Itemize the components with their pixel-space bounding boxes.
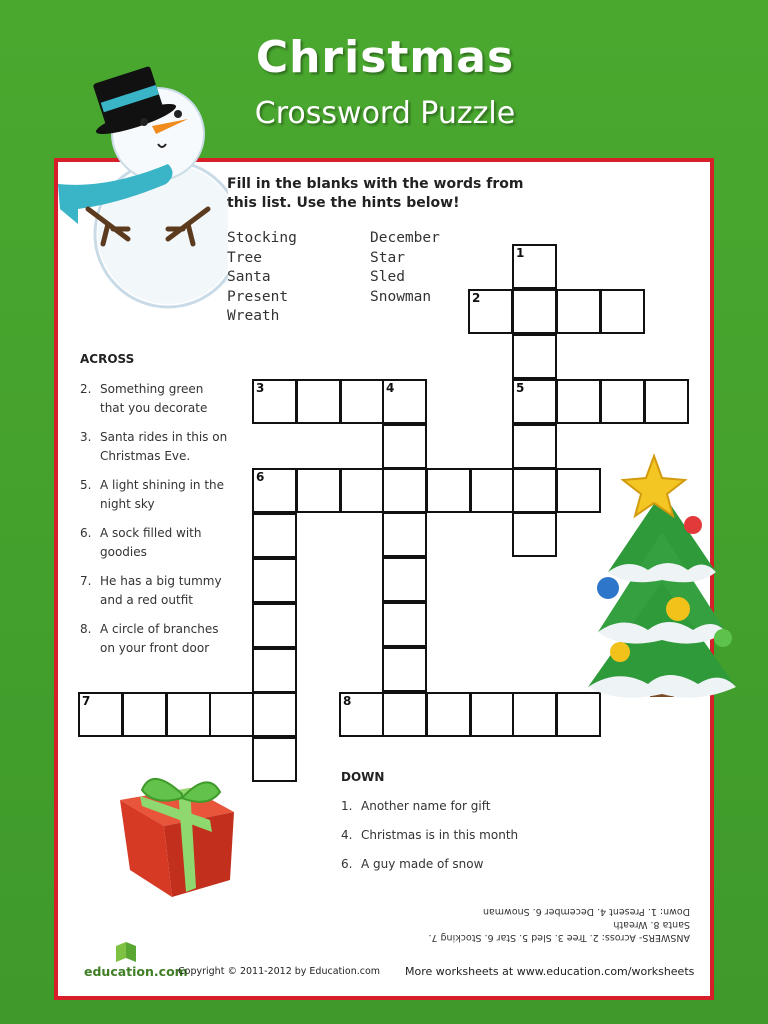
crossword-cell[interactable] <box>340 468 385 513</box>
crossword-cell[interactable] <box>382 379 427 424</box>
crossword-cell[interactable] <box>512 692 557 737</box>
clue-text: A light shining in the night sky <box>100 478 225 511</box>
across-clue <box>80 428 230 466</box>
down-heading: DOWN <box>341 770 385 784</box>
cell-number: 1 <box>516 246 525 260</box>
crossword-cell[interactable] <box>644 379 689 424</box>
crossword-cell[interactable] <box>470 692 515 737</box>
cell-number: 8 <box>343 694 352 708</box>
clue-number: 5. <box>80 478 92 492</box>
answer-key <box>400 905 690 944</box>
cell-number: 2 <box>472 291 481 305</box>
word-list-item: December <box>370 230 440 246</box>
word-list-item: Tree <box>227 249 262 266</box>
snowman-icon <box>48 34 228 314</box>
across-clue <box>80 524 230 562</box>
word-list-column-1 <box>227 229 297 327</box>
crossword-cell[interactable] <box>382 512 427 557</box>
clue-text: Christmas is in this month <box>361 828 519 842</box>
word-list-item: Stocking <box>227 230 297 246</box>
across-clue <box>80 572 230 610</box>
crossword-cell[interactable] <box>296 468 341 513</box>
education-logo[interactable]: education.com <box>84 964 188 979</box>
clue-text: Santa rides in this on Christmas Eve. <box>100 430 228 463</box>
crossword-cell[interactable] <box>382 692 427 737</box>
crossword-cell[interactable] <box>512 512 557 557</box>
crossword-cell[interactable] <box>382 424 427 469</box>
crossword-cell[interactable] <box>512 468 557 513</box>
cell-number: 6 <box>256 470 265 484</box>
down-clue <box>341 855 601 874</box>
word-list-item: Star <box>370 249 405 266</box>
crossword-cell[interactable] <box>252 692 297 737</box>
christmas-tree-icon <box>588 452 738 704</box>
cell-number: 4 <box>386 381 395 395</box>
answers-down: Down: 1. Present 4. December 6. Snowman <box>482 906 690 917</box>
word-list-item: Present <box>227 288 289 305</box>
crossword-cell[interactable] <box>252 648 297 693</box>
crossword-cell[interactable] <box>209 692 254 737</box>
gift-box-icon <box>112 772 242 902</box>
crossword-cell[interactable] <box>512 424 557 469</box>
word-list-item: Santa <box>227 269 271 285</box>
cell-number: 7 <box>82 694 91 708</box>
crossword-cell[interactable] <box>512 334 557 379</box>
clue-text: Something green that you decorate <box>100 382 208 415</box>
answers-across: ANSWERS- Across: 2. Tree 3. Sled 5. Star 6. Stocking 7. Santa 8. Wreath <box>428 919 690 943</box>
crossword-cell[interactable] <box>78 692 123 737</box>
crossword-cell[interactable] <box>512 289 557 334</box>
instructions: Fill in the blanks with the words from this list. Use the hints below! <box>227 176 524 211</box>
crossword-cell[interactable] <box>556 289 601 334</box>
clue-number: 8. <box>80 622 92 636</box>
clue-text: A circle of branches on your front door <box>100 622 219 655</box>
crossword-cell[interactable] <box>382 602 427 647</box>
crossword-cell[interactable] <box>252 603 297 648</box>
crossword-cell[interactable] <box>166 692 211 737</box>
clue-number: 2. <box>80 382 92 396</box>
crossword-cell[interactable] <box>252 513 297 558</box>
page-title: Christmas <box>255 32 515 83</box>
clue-text: Another name for gift <box>361 799 491 813</box>
clue-number: 3. <box>80 430 92 444</box>
cell-number: 3 <box>256 381 265 395</box>
crossword-cell[interactable] <box>252 558 297 603</box>
crossword-cell[interactable] <box>252 737 297 782</box>
clue-number: 1. <box>341 799 353 813</box>
crossword-cell[interactable] <box>252 379 297 424</box>
across-heading: ACROSS <box>80 352 135 366</box>
crossword-cell[interactable] <box>512 379 557 424</box>
education-logo-icon <box>112 940 140 966</box>
clue-text: He has a big tummy and a red outfit <box>100 574 222 607</box>
crossword-cell[interactable] <box>470 468 515 513</box>
down-clue <box>341 797 601 816</box>
crossword-cell[interactable] <box>512 244 557 289</box>
crossword-cell[interactable] <box>252 468 297 513</box>
crossword-cell[interactable] <box>296 379 341 424</box>
crossword-cell[interactable] <box>600 289 645 334</box>
crossword-cell[interactable] <box>556 379 601 424</box>
clue-text: A sock filled with goodies <box>100 526 202 559</box>
word-list-column-2 <box>370 229 440 307</box>
word-list-item: Snowman <box>370 288 432 305</box>
crossword-cell[interactable] <box>339 692 384 737</box>
crossword-cell[interactable] <box>382 557 427 602</box>
crossword-cell[interactable] <box>382 468 427 513</box>
clue-number: 6. <box>341 857 353 871</box>
more-worksheets-link[interactable]: More worksheets at www.education.com/worksheets <box>405 965 695 978</box>
crossword-cell[interactable] <box>340 379 385 424</box>
copyright: Copyright © 2011-2012 by Education.com <box>178 966 381 977</box>
crossword-cell[interactable] <box>382 647 427 692</box>
cell-number: 5 <box>516 381 525 395</box>
crossword-cell[interactable] <box>122 692 167 737</box>
crossword-cell[interactable] <box>426 692 471 737</box>
down-clue <box>341 826 601 845</box>
across-clue <box>80 380 230 418</box>
clue-text: A guy made of snow <box>361 857 484 871</box>
across-clue <box>80 476 230 514</box>
crossword-cell[interactable] <box>468 289 513 334</box>
page-subtitle: Crossword Puzzle <box>254 96 516 131</box>
across-clue <box>80 620 230 658</box>
crossword-cell[interactable] <box>600 379 645 424</box>
clue-number: 6. <box>80 526 92 540</box>
clue-number: 4. <box>341 828 353 842</box>
word-list-item: Wreath <box>227 308 280 324</box>
crossword-cell[interactable] <box>426 468 471 513</box>
clue-number: 7. <box>80 574 92 588</box>
word-list-item: Sled <box>370 269 405 285</box>
